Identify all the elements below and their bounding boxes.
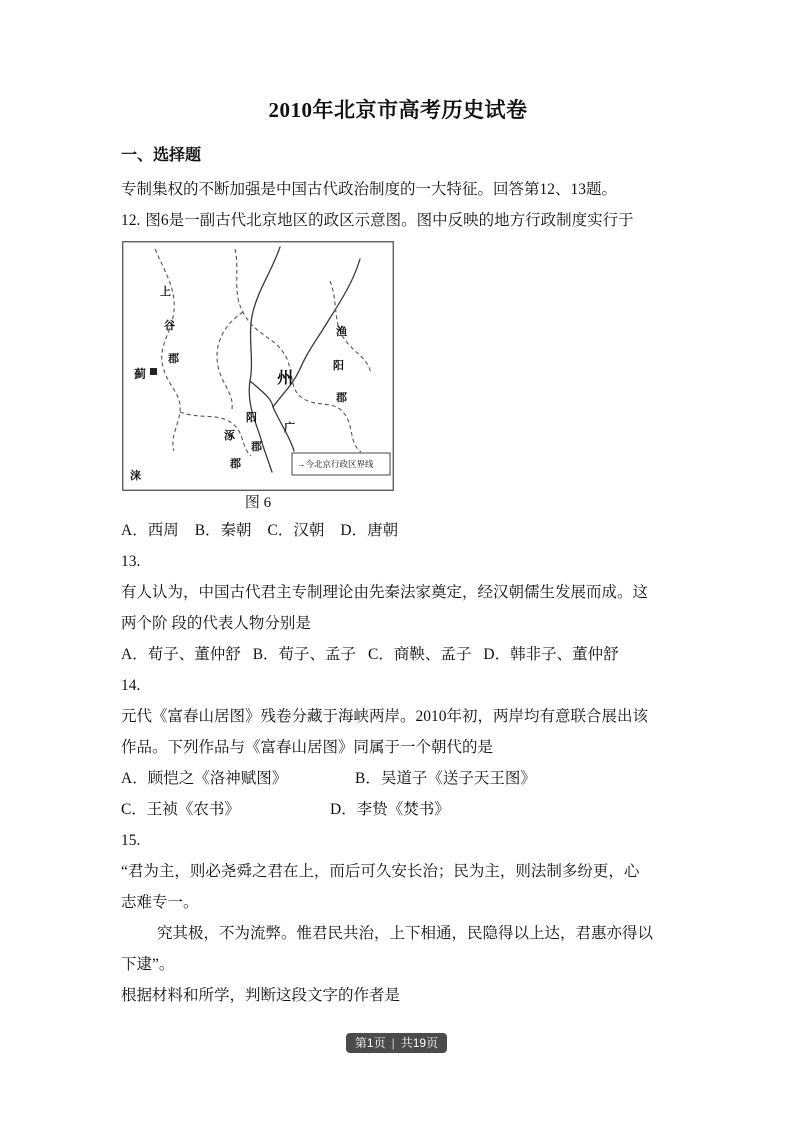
question-12-number: 12. [121, 212, 141, 229]
section-intro: 专制集权的不断加强是中国古代政治制度的一大特征。回答第12、13题。 [121, 181, 618, 198]
map-legend-text: →今北京行政区界线 [297, 459, 374, 469]
question-14-number: 14. [121, 677, 141, 694]
map-label: 郡 [168, 353, 179, 365]
q15-prompt: 根据材料和所学，判断这段文字的作者是 [121, 987, 401, 1004]
map-label: 谷 [164, 320, 175, 332]
map-legend [292, 453, 390, 475]
map-label: 涿 [224, 430, 235, 442]
q15-quote-line-2: 志难专一。 [121, 894, 199, 911]
q13-stem-line-1: 有人认为，中国古代君主专制理论由先秦法家奠定，经汉朝儒生发展而成。这 [121, 584, 649, 601]
map-label: 涞 [130, 470, 141, 482]
q14-option-c: C．王祯《农书》 [121, 801, 240, 818]
q13-option-d: D．韩非子、董仲舒 [483, 646, 619, 663]
map-label: 阳 [333, 360, 344, 372]
figure-caption: 图 6 [244, 495, 272, 511]
q13-option-b: B．荀子、孟子 [252, 646, 357, 663]
q14-option-a: A．顾恺之《洛神赋图》 [121, 770, 288, 787]
question-13-options [121, 639, 675, 670]
question-12-options [121, 515, 675, 546]
q13-stem-line-2: 两个阶 段的代表人物分别是 [121, 615, 311, 632]
question-14-options-row-2 [121, 794, 675, 825]
page-number-badge [346, 1033, 447, 1053]
q12-option-d: D．唐朝 [340, 522, 399, 539]
footer-separator: | [391, 1036, 395, 1050]
map-label: 广 [284, 422, 295, 434]
page-footer [0, 1033, 793, 1053]
q15-quote-line-3: 究其极，不为流弊。惟君民共治，上下相通，民隐得以上达，君惠亦得以 [157, 925, 654, 942]
map-figure [122, 241, 394, 515]
q14-option-d: D．李贽《焚书》 [330, 801, 450, 818]
q12-option-a: A．西周 [121, 522, 179, 539]
question-13-number: 13. [121, 553, 141, 570]
map-label: 蓟 [134, 367, 147, 381]
city-marker [150, 368, 157, 375]
q12-option-b: B．秦朝 [194, 522, 252, 539]
map-label: 郡 [336, 392, 347, 404]
map-image [122, 241, 394, 491]
section-heading: 一、选择题 [121, 147, 202, 164]
question-12 [121, 205, 675, 236]
page-title: 2010年北京市高考历史试卷 [268, 98, 528, 122]
total-pages-label: 共19页 [400, 1036, 439, 1050]
q13-option-c: C．商鞅、孟子 [368, 646, 472, 663]
map-label: 渔 [336, 326, 347, 338]
q15-quote-line-1: “君为主，则必尧舜之君在上，而后可久安长治；民为主，则法制多纷更，心 [121, 863, 640, 880]
q14-option-b: B．吴道子《送子天王图》 [355, 770, 536, 787]
question-12-stem: 图6是一副古代北京地区的政区示意图。图中反映的地方行政制度实行于 [145, 212, 634, 229]
q13-option-a: A．荀子、董仲舒 [121, 646, 241, 663]
map-label: 上 [160, 286, 171, 298]
map-label: 郡 [230, 458, 241, 470]
current-page-label: 第1页 [354, 1036, 386, 1050]
map-label: 郡 [251, 441, 262, 453]
q14-stem-line-2: 作品。下列作品与《富春山居图》同属于一个朝代的是 [121, 739, 494, 756]
question-15-number: 15. [121, 832, 141, 849]
map-label: 阳 [246, 412, 257, 424]
q14-stem-line-1: 元代《富春山居图》残卷分藏于海峡两岸。2010年初，两岸均有意联合展出该 [121, 708, 649, 725]
q15-quote-line-4: 下逮”。 [121, 956, 175, 973]
q12-option-c: C．汉朝 [267, 522, 325, 539]
map-label: 州 [277, 370, 294, 387]
question-14-options-row-1 [121, 763, 675, 794]
